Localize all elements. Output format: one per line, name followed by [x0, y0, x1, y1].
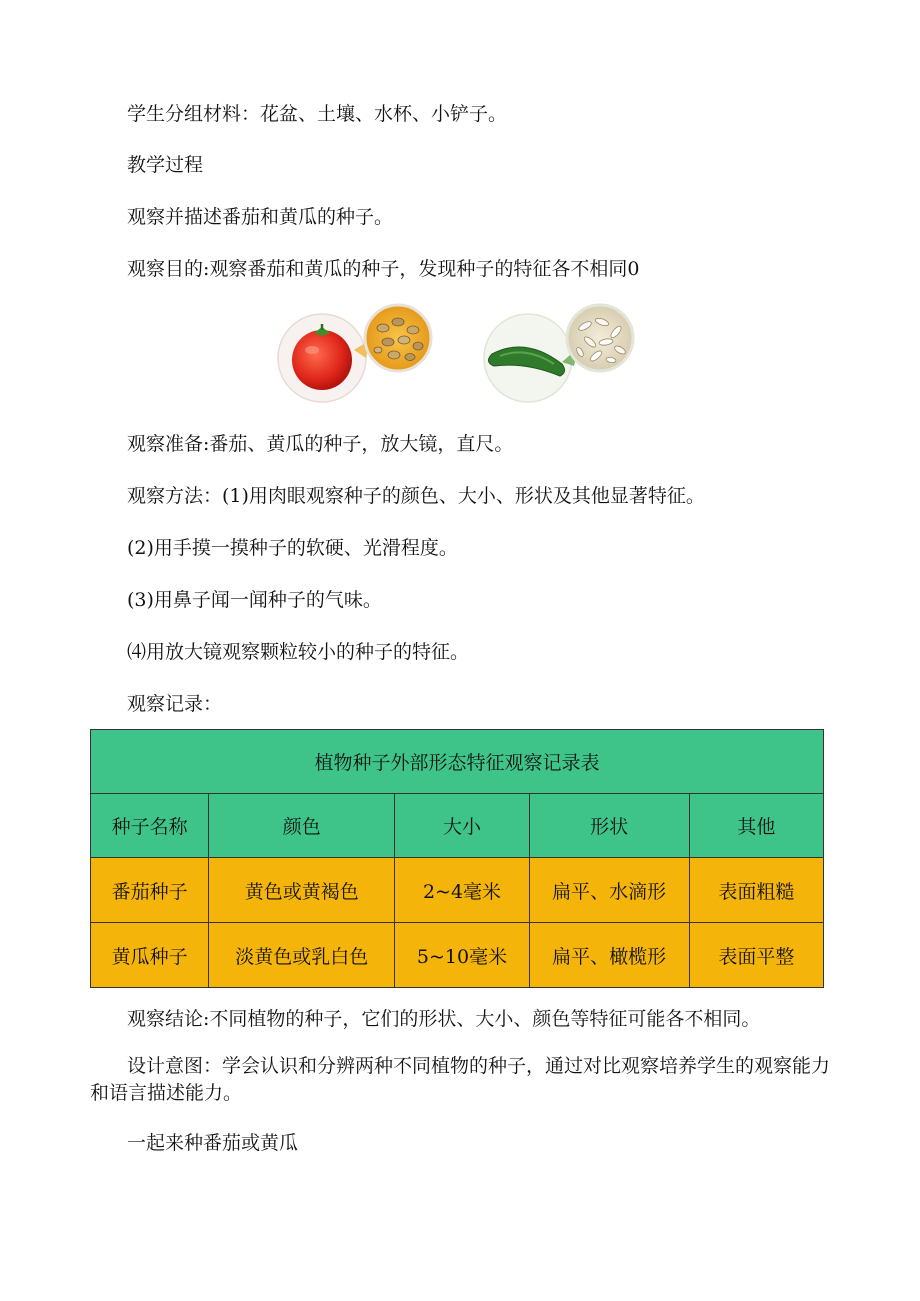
- record-label: 观察记录：: [127, 693, 223, 715]
- method-line-4: ⑷用放大镜观察颗粒较小的种子的特征。: [127, 641, 470, 663]
- table-row: [91, 858, 824, 923]
- cucumber-icon: [484, 314, 578, 402]
- cell-size: 5~10毫米: [395, 923, 529, 988]
- header-other: 其他: [689, 794, 823, 858]
- cell-color: 淡黄色或乳白色: [209, 923, 395, 988]
- tomato-seed-magnified-icon: [365, 305, 431, 371]
- table-header-row: [91, 794, 824, 858]
- header-shape: 形状: [529, 794, 689, 858]
- cell-seed-name: 黄瓜种子: [91, 923, 209, 988]
- cucumber-seed-magnified-icon: [567, 305, 633, 371]
- process-heading: 教学过程: [127, 154, 204, 176]
- header-size: 大小: [395, 794, 529, 858]
- cell-shape: 扁平、水滴形: [529, 858, 689, 923]
- prep-line: 观察准备:番茄、黄瓜的种子，放大镜，直尺。: [127, 433, 514, 455]
- observation-record-table: [90, 729, 824, 988]
- tomato-icon: [278, 314, 370, 402]
- cell-other: 表面粗糙: [689, 858, 823, 923]
- cell-shape: 扁平、橄榄形: [529, 923, 689, 988]
- cell-color: 黄色或黄褐色: [209, 858, 395, 923]
- header-seed-name: 种子名称: [91, 794, 209, 858]
- header-color: 颜色: [209, 794, 395, 858]
- cell-size: 2~4毫米: [395, 858, 529, 923]
- table-title: 植物种子外部形态特征观察记录表: [91, 730, 824, 794]
- conclusion-line: 观察结论:不同植物的种子，它们的形状、大小、颜色等特征可能各不相同。: [127, 1008, 761, 1030]
- method-line-1: 观察方法：(1)用肉眼观察种子的颜色、大小、形状及其他显著特征。: [127, 485, 705, 507]
- cell-seed-name: 番茄种子: [91, 858, 209, 923]
- table-row: [91, 923, 824, 988]
- observe-describe-line: 观察并描述番茄和黄瓜的种子。: [127, 206, 394, 228]
- seed-illustration: [270, 300, 650, 410]
- materials-line: 学生分组材料：花盆、土壤、水杯、小铲子。: [127, 103, 508, 125]
- method-line-2: (2)用手摸一摸种子的软硬、光滑程度。: [127, 537, 458, 559]
- design-intent-paragraph: 设计意图：学会认识和分辨两种不同植物的种子，通过对比观察培养学生的观察能力和语言描述能力。: [90, 1055, 831, 1104]
- plant-heading: 一起来种番茄或黄瓜: [127, 1132, 299, 1154]
- purpose-line: 观察目的:观察番茄和黄瓜的种子，发现种子的特征各不相同0: [127, 258, 640, 280]
- method-line-3: (3)用鼻子闻一闻种子的气味。: [127, 589, 382, 611]
- cell-other: 表面平整: [689, 923, 823, 988]
